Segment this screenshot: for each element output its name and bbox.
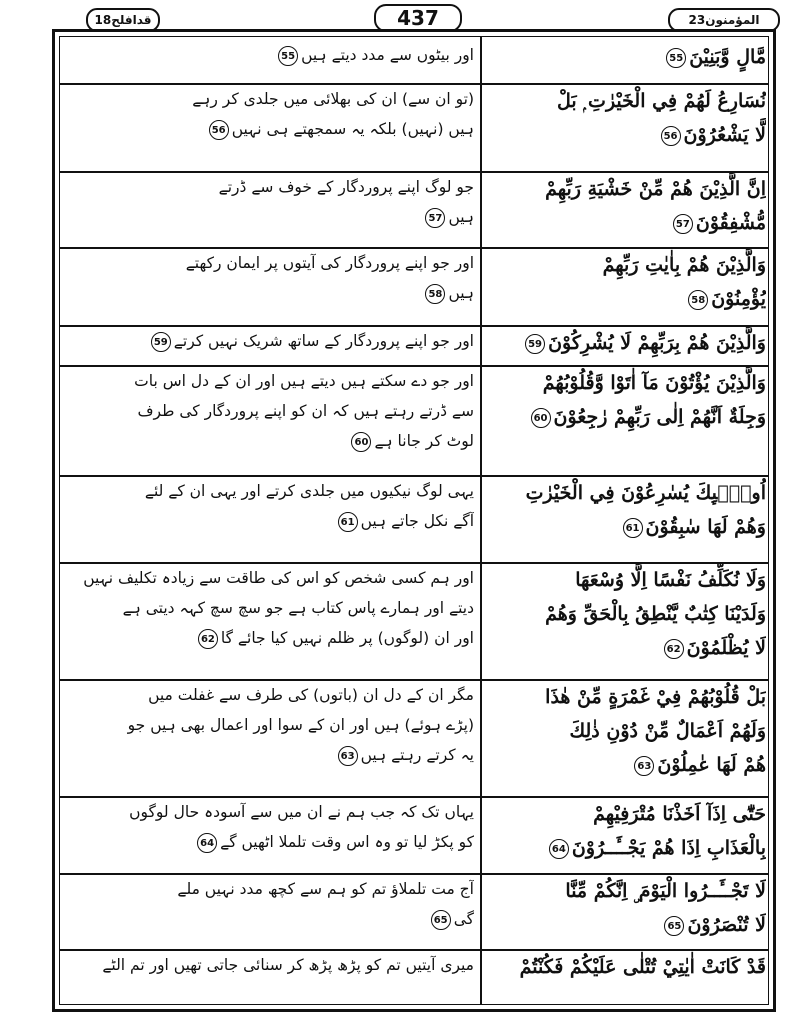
arabic-line: بِالْعَذَابِ اِذَا هُمْ يَجْــَٔــرُوْنَ64 [488, 831, 766, 865]
arabic-line: وَلَا نُكَلِّفُ نَفْسًا اِلَّا وُسْعَهَا [575, 569, 766, 591]
verse-row [60, 874, 768, 950]
urdu-translation [66, 797, 474, 857]
arabic-line: مَّالٍ وَّبَنِيْنَ55 [488, 40, 766, 74]
arabic-verse [488, 874, 766, 942]
urdu-translation [66, 84, 474, 144]
verse-number-marker: 62 [664, 639, 684, 659]
arabic-line: لَا تَجْــَٔــرُوا الْيَوْمَ ۣ اِنَّكُمْ مِّنَّا [565, 880, 766, 902]
row-divider [60, 247, 768, 249]
arabic-line: لَا يُظْلَمُوْنَ62 [488, 631, 766, 665]
urdu-line: اور ہم کسی شخص کو اس کی طاقت سے زیادہ تکلیف نہیں [83, 569, 474, 587]
urdu-translation [66, 476, 474, 536]
urdu-translation [66, 40, 474, 70]
urdu-line: میری آیتیں تم کو پڑھ پڑھ کر سنائی جاتی تھیں اور تم الٹے [102, 956, 474, 974]
verse-number-marker: 58 [688, 290, 708, 310]
verse-number-marker: 61 [338, 512, 358, 532]
arabic-verse [488, 797, 766, 865]
arabic-line: وَالَّذِيْنَ هُمْ بِاٰيٰتِ رَبِّهِمْ [602, 254, 766, 276]
arabic-verse [488, 40, 766, 74]
verse-number-marker: 55 [278, 46, 298, 66]
arabic-line: اُولٰۗىِٕكَ يُسٰرِعُوْنَ فِي الْخَيْرٰتِ [525, 482, 766, 504]
verse-number-marker: 62 [198, 629, 218, 649]
arabic-line: وَالَّذِيْنَ يُؤْتُوْنَ مَآ اٰتَوْا وَّقُلُوْبُهُمْ [542, 372, 766, 394]
arabic-line: اِنَّ الَّذِيْنَ هُمْ مِّنْ خَشْيَةِ رَبِّهِمْ [545, 178, 766, 200]
verse-number-marker: 59 [525, 334, 545, 354]
verse-number-marker: 57 [673, 214, 693, 234]
row-divider [60, 325, 768, 327]
urdu-line: کو پکڑ لیا تو وہ اس وقت تلملا اٹھیں گے64 [66, 827, 474, 857]
urdu-line: اور جو اپنے پروردگار کے ساتھ شریک نہیں کرتے59 [66, 326, 474, 356]
verse-row [60, 680, 768, 797]
arabic-verse [488, 476, 766, 544]
urdu-translation [66, 326, 474, 356]
urdu-line: جو لوگ اپنے پروردگار کے خوف سے ڈرتے [218, 178, 474, 196]
arabic-line: بَلْ قُلُوْبُهُمْ فِيْ غَمْرَةٍ مِّنْ هٰذَا [545, 686, 766, 708]
arabic-line: وَهُمْ لَهَا سٰبِقُوْنَ61 [488, 510, 766, 544]
urdu-line: یہ کرتے رہتے ہیں63 [66, 740, 474, 770]
urdu-line: سے ڈرتے رہتے ہیں کہ ان کو اپنے پروردگار کی طرف [137, 402, 474, 420]
verse-number-marker: 57 [425, 208, 445, 228]
arabic-line: لَّا يَشْعُرُوْنَ56 [488, 118, 766, 152]
row-divider [60, 796, 768, 798]
urdu-line: اور ان (لوگوں) پر ظلم نہیں کیا جائے گا62 [66, 623, 474, 653]
surah-label: المؤمنون23 [668, 8, 780, 32]
urdu-line: اور بیٹوں سے مدد دیتے ہیں55 [66, 40, 474, 70]
urdu-line: (پڑے ہوئے) ہیں اور ان کے سوا اور اعمال بھی ہیں جو [127, 716, 474, 734]
arabic-verse [488, 366, 766, 434]
verse-number-marker: 56 [209, 120, 229, 140]
urdu-translation [66, 950, 474, 980]
arabic-line: وَلَهُمْ اَعْمَالٌ مِّنْ دُوْنِ ذٰلِكَ [569, 720, 766, 742]
verse-row [60, 563, 768, 680]
row-divider [60, 171, 768, 173]
arabic-line: حَتّٰٓى اِذَآ اَخَذْنَا مُتْرَفِيْهِمْ [593, 803, 766, 825]
verse-row [60, 366, 768, 476]
verse-number-marker: 65 [431, 910, 451, 930]
urdu-line: یہی لوگ نیکیوں میں جلدی کرتے اور یہی ان کے لئے [144, 482, 474, 500]
row-divider [60, 365, 768, 367]
urdu-line: دیتے اور ہمارے پاس کتاب ہے جو سچ سچ کہہ دیتی ہے [122, 599, 474, 617]
row-divider [60, 679, 768, 681]
verse-row [60, 950, 768, 1005]
arabic-verse [488, 680, 766, 782]
urdu-line: ہیں58 [66, 278, 474, 308]
verse-row [60, 476, 768, 563]
urdu-translation [66, 680, 474, 770]
urdu-translation [66, 172, 474, 232]
arabic-line: مُّشْفِقُوْنَ57 [488, 206, 766, 240]
arabic-verse [488, 248, 766, 316]
arabic-line: وَلَدَيْنَا كِتٰبٌ يَّنْطِقُ بِالْحَقِّ وَهُمْ [545, 603, 766, 625]
verse-number-marker: 65 [664, 916, 684, 936]
arabic-line: نُسَارِعُ لَهُمْ فِي الْخَيْرٰتِ ۭ بَلْ [557, 90, 766, 112]
urdu-line: اور جو دے سکتے ہیں دیتے ہیں اور ان کے دل اس بات [134, 372, 474, 390]
page-number: 437 [374, 4, 462, 32]
row-divider [60, 83, 768, 85]
verse-number-marker: 60 [351, 432, 371, 452]
verse-row [60, 797, 768, 874]
arabic-verse [488, 326, 766, 360]
urdu-line: گی65 [66, 904, 474, 934]
arabic-verse [488, 563, 766, 665]
urdu-translation [66, 248, 474, 308]
verse-number-marker: 60 [531, 408, 551, 428]
urdu-line: لوٹ کر جانا ہے60 [66, 426, 474, 456]
row-divider [60, 562, 768, 564]
verse-number-marker: 61 [623, 518, 643, 538]
verse-number-marker: 63 [634, 756, 654, 776]
arabic-line: لَا تُنْصَرُوْنَ65 [488, 908, 766, 942]
verse-number-marker: 56 [661, 126, 681, 146]
verse-row [60, 172, 768, 248]
verse-number-marker: 64 [549, 839, 569, 859]
urdu-line: ہیں57 [66, 202, 474, 232]
arabic-line: وَالَّذِيْنَ هُمْ بِرَبِّهِمْ لَا يُشْرِكُوْنَ59 [488, 326, 766, 360]
verse-row [60, 40, 768, 84]
verse-number-marker: 59 [151, 332, 171, 352]
arabic-line: يُؤْمِنُوْنَ58 [488, 282, 766, 316]
urdu-translation [66, 563, 474, 653]
arabic-verse [488, 172, 766, 240]
arabic-verse [488, 950, 766, 984]
verse-row [60, 326, 768, 366]
urdu-line: یہاں تک کہ جب ہم نے ان میں سے آسودہ حال لوگوں [129, 803, 474, 821]
row-divider [60, 475, 768, 477]
verse-number-marker: 63 [338, 746, 358, 766]
row-divider [60, 873, 768, 875]
urdu-line: مگر ان کے دل ان (باتوں) کی طرف سے غفلت میں [148, 686, 474, 704]
verse-number-marker: 58 [425, 284, 445, 304]
urdu-translation [66, 366, 474, 456]
arabic-line: وَجِلَةٌ اَنَّهُمْ اِلٰى رَبِّهِمْ رٰجِعُوْنَ60 [488, 400, 766, 434]
urdu-line: آج مت تلملاؤ تم کو ہم سے کچھ مدد نہیں ملے [177, 880, 474, 898]
urdu-line: ہیں (نہیں) بلکہ یہ سمجھتے ہی نہیں56 [66, 114, 474, 144]
verse-row [60, 84, 768, 172]
urdu-line: آگے نکل جاتے ہیں61 [66, 506, 474, 536]
arabic-line: هُمْ لَهَا عٰمِلُوْنَ63 [488, 748, 766, 782]
verse-row [60, 248, 768, 326]
arabic-line: قَدْ كَانَتْ اٰيٰتِيْ تُتْلٰى عَلَيْكُمْ فَكُنْتُمْ [519, 956, 766, 978]
verse-number-marker: 55 [666, 48, 686, 68]
row-divider [60, 949, 768, 951]
arabic-verse [488, 84, 766, 152]
urdu-line: (تو ان سے) ان کی بھلائی میں جلدی کر رہے [192, 90, 474, 108]
verse-number-marker: 64 [197, 833, 217, 853]
page-header [52, 8, 780, 30]
urdu-translation [66, 874, 474, 934]
juz-label: قدافلح18 [86, 8, 160, 32]
urdu-line: اور جو اپنے پروردگار کی آیتوں پر ایمان رکھتے [185, 254, 474, 272]
